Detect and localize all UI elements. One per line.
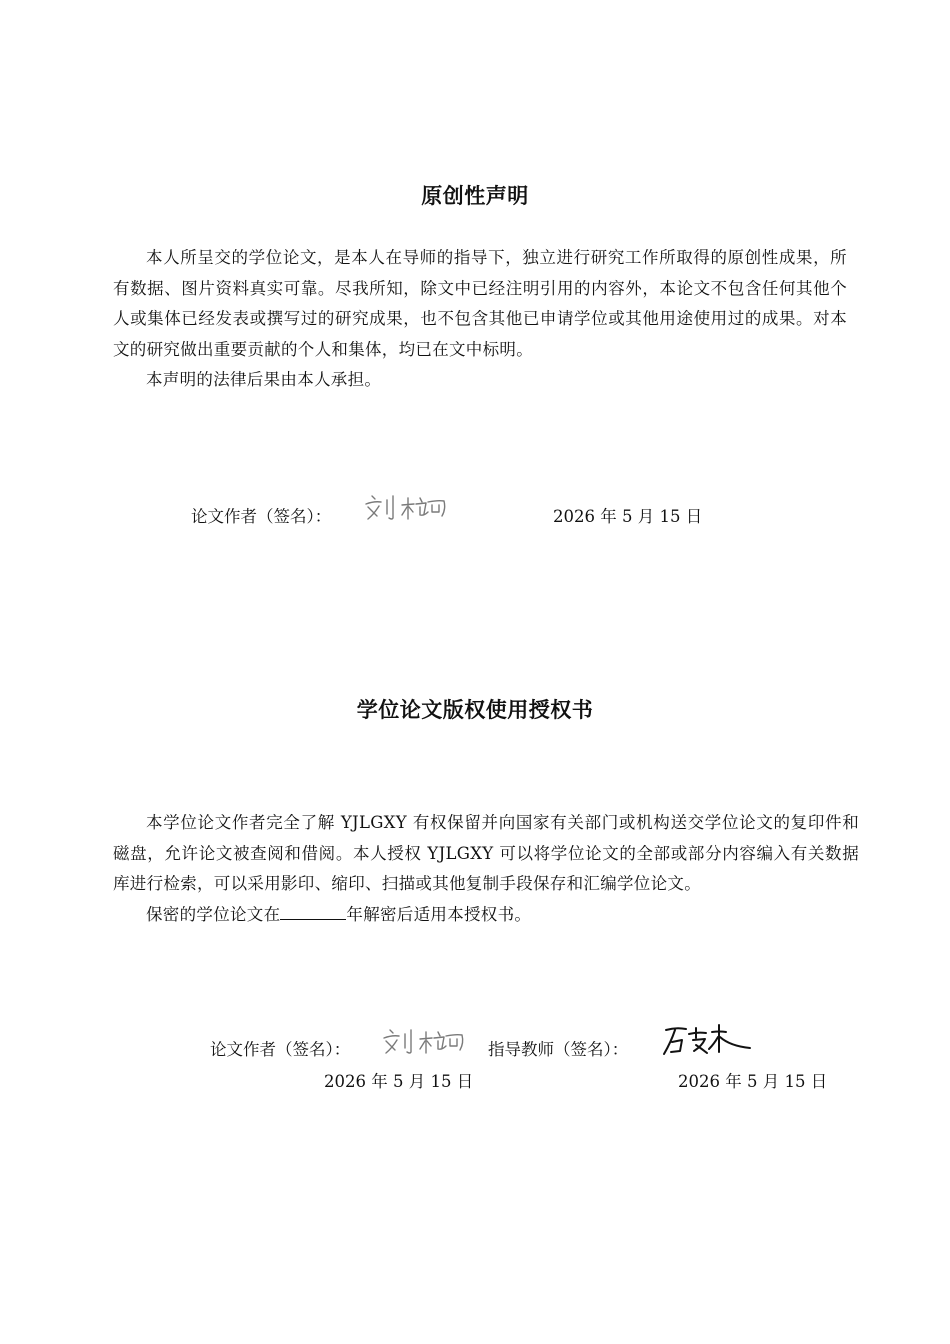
authorization-author-date: 2026 年 5 月 15 日 (324, 1072, 474, 1091)
authorization-author-label: 论文作者（签名）： (210, 1040, 351, 1059)
confidential-years-blank (280, 903, 346, 920)
authorization-title: 学位论文版权使用授权书 (356, 698, 594, 722)
declaration-body (113, 243, 847, 396)
confidential-paragraph (113, 900, 859, 931)
declaration-author-label: 论文作者（签名）： (191, 507, 332, 526)
declaration-paragraph-legal: 本声明的法律后果由本人承担。 (146, 370, 382, 389)
authorization-paragraph: 本学位论文作者完全了解 YJLGXY 有权保留并向国家有关部门或机构送交学位论文的复印件和磁盘，允许论文被查阅和借阅。本人授权 YJLGXY 可以将学位论文的全部或部分内容编入有关数据库进行检索，可以采用影印、缩印、扫描或其他复制手段保存和汇编学位论文。 (113, 813, 859, 893)
declaration-date: 2026 年 5 月 15 日 (553, 507, 703, 526)
declaration-paragraph: 本人所呈交的学位论文，是本人在导师的指导下，独立进行研究工作所取得的原创性成果，所有数据、图片资料真实可靠。尽我所知，除文中已经注明引用的内容外，本论文不包含任何其他个人或集体已经发表或撰写过的研究成果，也不包含其他已申请学位或其他用途使用过的成果。对本文的研究做出重要贡献的个人和集体，均已在文中标明。 (113, 248, 847, 359)
authorization-author-signature (380, 1024, 472, 1058)
declaration-author-signature (362, 490, 454, 524)
authorization-advisor-label: 指导教师（签名）： (488, 1040, 629, 1059)
authorization-advisor-signature (660, 1020, 756, 1060)
confidential-text-after: 年解密后适用本授权书。 (346, 904, 532, 924)
authorization-body (113, 808, 859, 930)
confidential-text-before: 保密的学位论文在 (146, 904, 281, 924)
authorization-advisor-date: 2026 年 5 月 15 日 (678, 1072, 828, 1091)
declaration-title: 原创性声明 (421, 184, 529, 208)
